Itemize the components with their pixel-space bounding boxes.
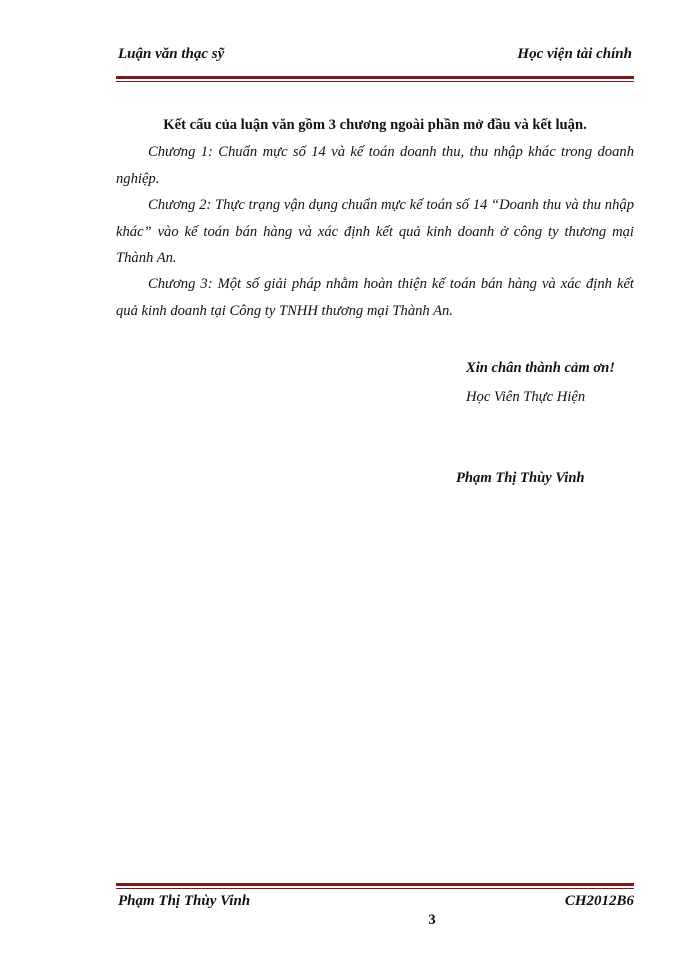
header-divider	[116, 76, 634, 82]
page-footer	[118, 893, 634, 913]
thanks-line: Xin chân thành cảm ơn!	[466, 360, 615, 376]
header-institution: Học viện tài chính	[517, 46, 632, 62]
footer-author: Phạm Thị Thùy Vinh	[118, 893, 251, 909]
structure-intro: Kết cấu của luận văn gồm 3 chương ngoài phần mở đầu và kết luận.	[163, 117, 587, 133]
chapter-1-paragraph: Chương 1: Chuẩn mực số 14 và kế toán doanh thu, thu nhập khác trong doanh nghiệp.	[116, 144, 634, 187]
chapter-3-paragraph: Chương 3: Một số giải pháp nhằm hoàn thiện kế toán bán hàng và xác định kết quả kinh doanh tại Công ty TNHH thương mại Thành An.	[116, 276, 634, 319]
page-header	[118, 46, 632, 68]
page-body	[116, 112, 634, 324]
author-role: Học Viên Thực Hiện	[466, 389, 586, 405]
chapter-2-paragraph: Chương 2: Thực trạng vận dụng chuẩn mực kế toán số 14 “Doanh thu và thu nhập khác” vào kế toán bán hàng và xác định kết quả kinh doanh ở công ty thương mại Thành An.	[116, 197, 634, 267]
footer-class-code: CH2012B6	[564, 893, 634, 909]
author-signature-name: Phạm Thị Thùy Vinh	[456, 470, 585, 486]
footer-divider	[116, 883, 634, 889]
page-number: 3	[428, 912, 436, 928]
header-thesis-type: Luận văn thạc sỹ	[118, 46, 225, 62]
